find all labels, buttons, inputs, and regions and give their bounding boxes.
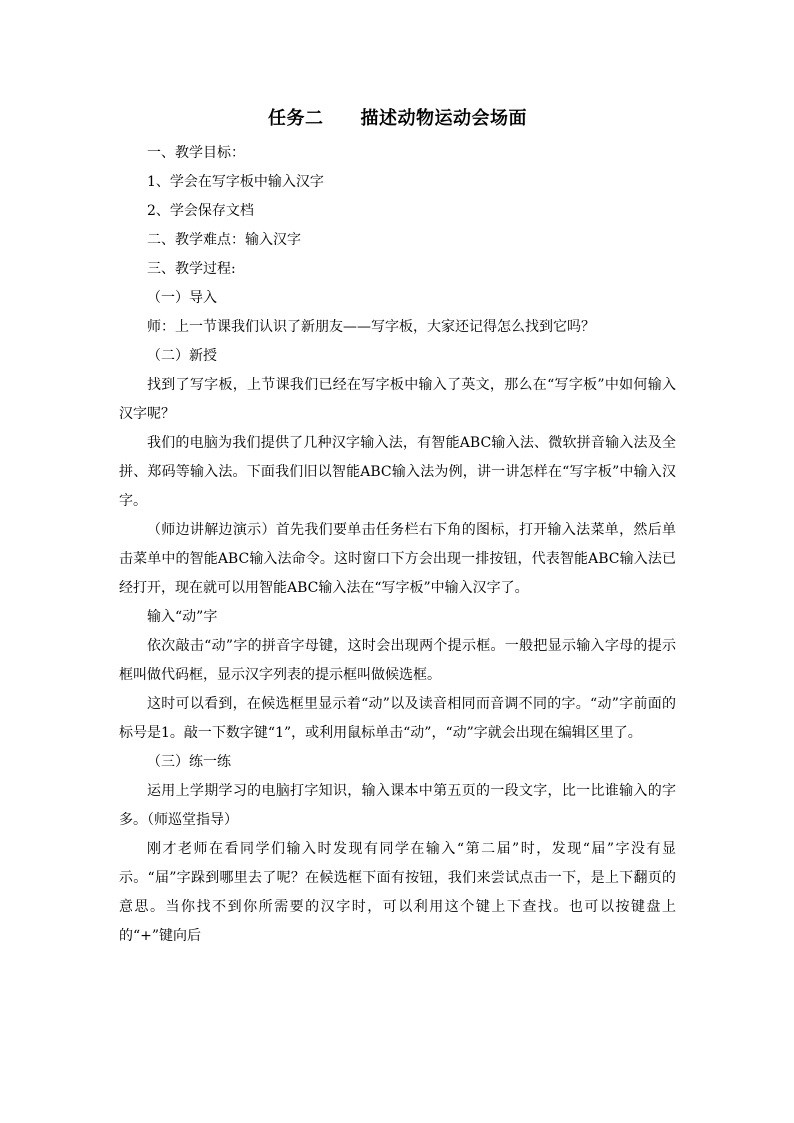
- subheading-input-dong: 输入“动”字: [147, 609, 218, 625]
- section-heading-process: 三、教学过程:: [147, 261, 236, 277]
- paragraph-practice: 运用上学期学习的电脑打字知识，输入课本中第五页的一段文字，比一比谁输入的字多。（师巡堂指导）: [119, 783, 676, 828]
- paragraph-teacher-intro: 师：上一节课我们认识了新朋友——写字板，大家还记得怎么找到它吗？: [147, 319, 595, 335]
- paragraph-pinyin-keys: 依次敲击“动”字的拼音字母键，这时会出现两个提示框。一般把显示输入字母的提示框叫做代码框，显示汉字列表的提示框叫做候选框。: [119, 638, 676, 683]
- paragraph-input-methods: 我们的电脑为我们提供了几种汉字输入法，有智能ABC输入法、微软拼音输入法及全拼、郑码等输入法。下面我们旧以智能ABC输入法为例，讲一讲怎样在“写字板”中输入汉字。: [119, 435, 676, 509]
- objective-item-2: 2、学会保存文档: [147, 203, 254, 219]
- subsection-new-lesson: （二）新授: [147, 348, 217, 364]
- document-title: 任务二 描述动物运动会场面: [268, 108, 527, 129]
- paragraph-wordpad: 找到了写字板，上节课我们已经在写字板中输入了英文，那么在“写字板”中如何输入汉字呢？: [119, 377, 676, 422]
- subsection-intro: （一）导入: [147, 290, 217, 306]
- section-heading-objectives: 一、教学目标：: [147, 145, 245, 161]
- section-heading-difficulty: 二、教学难点：输入汉字: [147, 232, 301, 248]
- paragraph-demo: （师边讲解边演示）首先我们要单击任务栏右下角的图标，打开输入法菜单，然后单击菜单中的智能ABC输入法命令。这时窗口下方会出现一排按钮，代表智能ABC输入法已经打开，现在就可以用智能ABC输入法在“写字板”中输入汉字了。: [119, 522, 676, 596]
- subsection-practice: （三）练一练: [147, 754, 231, 770]
- objective-item-1: 1、学会在写字板中输入汉字: [147, 174, 324, 190]
- paragraph-candidate-box: 这时可以看到，在候选框里显示着“动”以及读音相同而音调不同的字。“动”字前面的标号是1。敲一下数字键“1”，或利用鼠标单击“动”，“动”字就会出现在编辑区里了。: [119, 696, 676, 741]
- document-page: [119, 100, 676, 951]
- paragraph-page-turn: 刚才老师在看同学们输入时发现有同学在输入“第二届”时，发现“届”字没有显示。“届”字跺到哪里去了呢？在候选框下面有按钮，我们来尝试点击一下，是上下翻页的意思。当你找不到你所需要的汉字时，可以利用这个键上下查找。也可以按键盘上的“+”键向后: [119, 841, 676, 944]
